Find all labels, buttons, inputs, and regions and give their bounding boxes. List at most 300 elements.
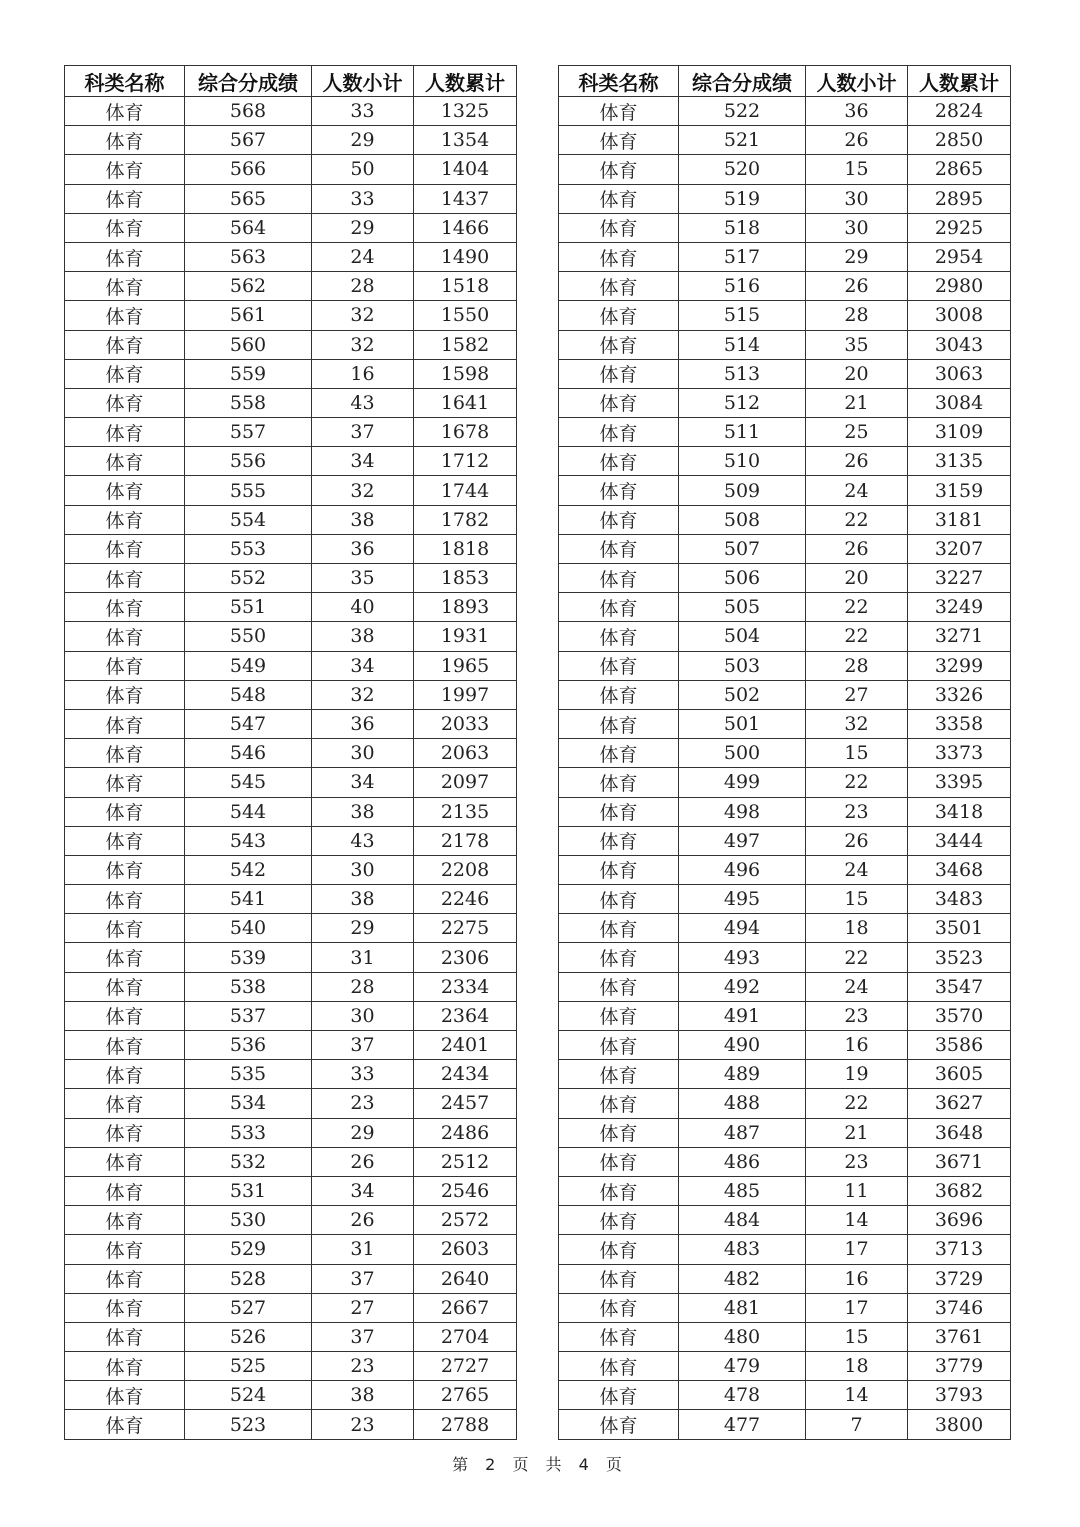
table-row bbox=[65, 1060, 517, 1089]
count-cell: 22 bbox=[806, 593, 908, 622]
score-cell: 478 bbox=[679, 1381, 806, 1410]
count-cell: 43 bbox=[312, 388, 414, 417]
count-cell: 29 bbox=[312, 213, 414, 242]
table-row bbox=[65, 768, 517, 797]
table-row bbox=[65, 242, 517, 271]
score-cell: 562 bbox=[185, 272, 312, 301]
table-row bbox=[559, 1118, 1011, 1147]
count-cell: 20 bbox=[806, 359, 908, 388]
score-cell: 505 bbox=[679, 593, 806, 622]
category-cell: 体育 bbox=[65, 1352, 185, 1381]
count-cell: 38 bbox=[312, 622, 414, 651]
category-cell: 体育 bbox=[65, 388, 185, 417]
cumulative-cell: 1744 bbox=[414, 476, 517, 505]
category-cell: 体育 bbox=[559, 855, 679, 884]
category-cell: 体育 bbox=[559, 1410, 679, 1439]
category-cell: 体育 bbox=[65, 972, 185, 1001]
score-cell: 498 bbox=[679, 797, 806, 826]
table-row bbox=[559, 1147, 1011, 1176]
table-row bbox=[559, 1410, 1011, 1439]
count-cell: 40 bbox=[312, 593, 414, 622]
cumulative-cell: 3761 bbox=[908, 1322, 1011, 1351]
table-row bbox=[65, 1235, 517, 1264]
category-cell: 体育 bbox=[65, 126, 185, 155]
count-cell: 28 bbox=[806, 301, 908, 330]
cumulative-cell: 2097 bbox=[414, 768, 517, 797]
count-cell: 23 bbox=[806, 1001, 908, 1030]
score-cell: 560 bbox=[185, 330, 312, 359]
count-cell: 11 bbox=[806, 1176, 908, 1205]
category-cell: 体育 bbox=[559, 680, 679, 709]
cumulative-cell: 3627 bbox=[908, 1089, 1011, 1118]
table-row bbox=[559, 885, 1011, 914]
count-cell: 38 bbox=[312, 1381, 414, 1410]
cumulative-cell: 2895 bbox=[908, 184, 1011, 213]
category-cell: 体育 bbox=[559, 1206, 679, 1235]
score-cell: 514 bbox=[679, 330, 806, 359]
cumulative-cell: 2850 bbox=[908, 126, 1011, 155]
cumulative-cell: 2275 bbox=[414, 914, 517, 943]
table-row bbox=[559, 564, 1011, 593]
category-cell: 体育 bbox=[65, 855, 185, 884]
count-cell: 30 bbox=[806, 184, 908, 213]
score-cell: 537 bbox=[185, 1001, 312, 1030]
category-cell: 体育 bbox=[559, 1031, 679, 1060]
category-cell: 体育 bbox=[559, 359, 679, 388]
category-cell: 体育 bbox=[65, 418, 185, 447]
table-row bbox=[559, 330, 1011, 359]
table-row bbox=[65, 359, 517, 388]
table-row bbox=[559, 1031, 1011, 1060]
score-cell: 483 bbox=[679, 1235, 806, 1264]
count-cell: 32 bbox=[806, 709, 908, 738]
score-table-right bbox=[558, 65, 1011, 1440]
cumulative-cell: 1641 bbox=[414, 388, 517, 417]
cumulative-cell: 3671 bbox=[908, 1147, 1011, 1176]
category-cell: 体育 bbox=[559, 505, 679, 534]
count-cell: 24 bbox=[806, 855, 908, 884]
count-cell: 20 bbox=[806, 564, 908, 593]
count-cell: 26 bbox=[806, 826, 908, 855]
category-cell: 体育 bbox=[559, 593, 679, 622]
table-row bbox=[559, 213, 1011, 242]
count-cell: 27 bbox=[312, 1293, 414, 1322]
category-cell: 体育 bbox=[65, 885, 185, 914]
header-cumulative: 人数累计 bbox=[414, 66, 517, 97]
category-cell: 体育 bbox=[65, 1118, 185, 1147]
cumulative-cell: 3713 bbox=[908, 1235, 1011, 1264]
cumulative-cell: 3648 bbox=[908, 1118, 1011, 1147]
cumulative-cell: 1712 bbox=[414, 447, 517, 476]
cumulative-cell: 3207 bbox=[908, 534, 1011, 563]
table-row bbox=[65, 1293, 517, 1322]
score-cell: 543 bbox=[185, 826, 312, 855]
table-row bbox=[65, 1322, 517, 1351]
cumulative-cell: 1893 bbox=[414, 593, 517, 622]
header-score: 综合分成绩 bbox=[185, 66, 312, 97]
category-cell: 体育 bbox=[559, 972, 679, 1001]
cumulative-cell: 3547 bbox=[908, 972, 1011, 1001]
cumulative-cell: 2135 bbox=[414, 797, 517, 826]
count-cell: 30 bbox=[312, 1001, 414, 1030]
cumulative-cell: 2457 bbox=[414, 1089, 517, 1118]
table-header-row bbox=[65, 66, 517, 97]
count-cell: 16 bbox=[806, 1264, 908, 1293]
count-cell: 22 bbox=[806, 622, 908, 651]
category-cell: 体育 bbox=[559, 97, 679, 126]
count-cell: 18 bbox=[806, 1352, 908, 1381]
cumulative-cell: 3084 bbox=[908, 388, 1011, 417]
count-cell: 24 bbox=[806, 972, 908, 1001]
page-footer: 第 2 页 共 4 页 bbox=[452, 1455, 628, 1474]
score-cell: 551 bbox=[185, 593, 312, 622]
cumulative-cell: 3605 bbox=[908, 1060, 1011, 1089]
score-cell: 566 bbox=[185, 155, 312, 184]
category-cell: 体育 bbox=[559, 272, 679, 301]
cumulative-cell: 3395 bbox=[908, 768, 1011, 797]
header-count: 人数小计 bbox=[312, 66, 414, 97]
score-cell: 528 bbox=[185, 1264, 312, 1293]
table-row bbox=[559, 505, 1011, 534]
count-cell: 29 bbox=[312, 126, 414, 155]
category-cell: 体育 bbox=[559, 1176, 679, 1205]
count-cell: 43 bbox=[312, 826, 414, 855]
count-cell: 37 bbox=[312, 1322, 414, 1351]
table-row bbox=[559, 709, 1011, 738]
score-cell: 538 bbox=[185, 972, 312, 1001]
count-cell: 29 bbox=[312, 1118, 414, 1147]
cumulative-cell: 3793 bbox=[908, 1381, 1011, 1410]
score-cell: 501 bbox=[679, 709, 806, 738]
score-cell: 480 bbox=[679, 1322, 806, 1351]
category-cell: 体育 bbox=[65, 739, 185, 768]
score-cell: 507 bbox=[679, 534, 806, 563]
header-count: 人数小计 bbox=[806, 66, 908, 97]
count-cell: 14 bbox=[806, 1381, 908, 1410]
score-cell: 482 bbox=[679, 1264, 806, 1293]
header-cumulative: 人数累计 bbox=[908, 66, 1011, 97]
score-cell: 489 bbox=[679, 1060, 806, 1089]
table-row bbox=[65, 593, 517, 622]
score-cell: 565 bbox=[185, 184, 312, 213]
category-cell: 体育 bbox=[559, 184, 679, 213]
category-cell: 体育 bbox=[65, 242, 185, 271]
category-cell: 体育 bbox=[559, 739, 679, 768]
cumulative-cell: 3326 bbox=[908, 680, 1011, 709]
table-row bbox=[559, 1176, 1011, 1205]
count-cell: 34 bbox=[312, 1176, 414, 1205]
table-row bbox=[65, 1118, 517, 1147]
count-cell: 30 bbox=[806, 213, 908, 242]
category-cell: 体育 bbox=[559, 622, 679, 651]
cumulative-cell: 2704 bbox=[414, 1322, 517, 1351]
score-cell: 506 bbox=[679, 564, 806, 593]
count-cell: 34 bbox=[312, 651, 414, 680]
cumulative-cell: 1490 bbox=[414, 242, 517, 271]
table-row bbox=[559, 1235, 1011, 1264]
count-cell: 32 bbox=[312, 476, 414, 505]
score-cell: 491 bbox=[679, 1001, 806, 1030]
score-cell: 563 bbox=[185, 242, 312, 271]
category-cell: 体育 bbox=[559, 213, 679, 242]
table-row bbox=[65, 330, 517, 359]
score-cell: 508 bbox=[679, 505, 806, 534]
category-cell: 体育 bbox=[559, 1264, 679, 1293]
table-row bbox=[559, 651, 1011, 680]
table-row bbox=[559, 826, 1011, 855]
cumulative-cell: 2765 bbox=[414, 1381, 517, 1410]
score-cell: 525 bbox=[185, 1352, 312, 1381]
score-cell: 500 bbox=[679, 739, 806, 768]
category-cell: 体育 bbox=[65, 1031, 185, 1060]
category-cell: 体育 bbox=[65, 1264, 185, 1293]
cumulative-cell: 3682 bbox=[908, 1176, 1011, 1205]
score-cell: 519 bbox=[679, 184, 806, 213]
score-cell: 495 bbox=[679, 885, 806, 914]
cumulative-cell: 3181 bbox=[908, 505, 1011, 534]
table-row bbox=[65, 680, 517, 709]
cumulative-cell: 2246 bbox=[414, 885, 517, 914]
score-cell: 510 bbox=[679, 447, 806, 476]
table-row bbox=[65, 855, 517, 884]
score-cell: 534 bbox=[185, 1089, 312, 1118]
count-cell: 15 bbox=[806, 885, 908, 914]
cumulative-cell: 3501 bbox=[908, 914, 1011, 943]
count-cell: 33 bbox=[312, 97, 414, 126]
score-cell: 533 bbox=[185, 1118, 312, 1147]
count-cell: 34 bbox=[312, 447, 414, 476]
cumulative-cell: 2667 bbox=[414, 1293, 517, 1322]
count-cell: 22 bbox=[806, 505, 908, 534]
category-cell: 体育 bbox=[559, 885, 679, 914]
cumulative-cell: 3008 bbox=[908, 301, 1011, 330]
cumulative-cell: 2727 bbox=[414, 1352, 517, 1381]
category-cell: 体育 bbox=[65, 184, 185, 213]
category-cell: 体育 bbox=[559, 1322, 679, 1351]
cumulative-cell: 1931 bbox=[414, 622, 517, 651]
count-cell: 29 bbox=[312, 914, 414, 943]
cumulative-cell: 3779 bbox=[908, 1352, 1011, 1381]
score-cell: 517 bbox=[679, 242, 806, 271]
count-cell: 28 bbox=[312, 272, 414, 301]
cumulative-cell: 3746 bbox=[908, 1293, 1011, 1322]
score-cell: 539 bbox=[185, 943, 312, 972]
cumulative-cell: 2486 bbox=[414, 1118, 517, 1147]
category-cell: 体育 bbox=[559, 242, 679, 271]
category-cell: 体育 bbox=[559, 768, 679, 797]
category-cell: 体育 bbox=[65, 1410, 185, 1439]
table-row bbox=[559, 1060, 1011, 1089]
table-row bbox=[65, 272, 517, 301]
score-cell: 522 bbox=[679, 97, 806, 126]
score-table-left bbox=[64, 65, 517, 1440]
table-row bbox=[65, 1031, 517, 1060]
count-cell: 36 bbox=[312, 534, 414, 563]
score-cell: 544 bbox=[185, 797, 312, 826]
cumulative-cell: 2401 bbox=[414, 1031, 517, 1060]
table-row bbox=[65, 797, 517, 826]
score-cell: 561 bbox=[185, 301, 312, 330]
table-row bbox=[559, 184, 1011, 213]
score-cell: 493 bbox=[679, 943, 806, 972]
category-cell: 体育 bbox=[559, 418, 679, 447]
table-row bbox=[559, 418, 1011, 447]
cumulative-cell: 1466 bbox=[414, 213, 517, 242]
category-cell: 体育 bbox=[559, 476, 679, 505]
cumulative-cell: 2572 bbox=[414, 1206, 517, 1235]
cumulative-cell: 3249 bbox=[908, 593, 1011, 622]
score-cell: 536 bbox=[185, 1031, 312, 1060]
table-row bbox=[559, 1089, 1011, 1118]
table-row bbox=[65, 739, 517, 768]
table-row bbox=[559, 797, 1011, 826]
score-cell: 531 bbox=[185, 1176, 312, 1205]
category-cell: 体育 bbox=[65, 1147, 185, 1176]
score-cell: 568 bbox=[185, 97, 312, 126]
category-cell: 体育 bbox=[65, 272, 185, 301]
cumulative-cell: 2640 bbox=[414, 1264, 517, 1293]
category-cell: 体育 bbox=[65, 1235, 185, 1264]
cumulative-cell: 3358 bbox=[908, 709, 1011, 738]
count-cell: 30 bbox=[312, 739, 414, 768]
count-cell: 27 bbox=[806, 680, 908, 709]
table-row bbox=[559, 272, 1011, 301]
count-cell: 26 bbox=[806, 272, 908, 301]
table-row bbox=[65, 1147, 517, 1176]
category-cell: 体育 bbox=[559, 126, 679, 155]
category-cell: 体育 bbox=[559, 155, 679, 184]
table-header-row bbox=[559, 66, 1011, 97]
table-row bbox=[65, 1410, 517, 1439]
score-cell: 530 bbox=[185, 1206, 312, 1235]
table-row bbox=[65, 476, 517, 505]
category-cell: 体育 bbox=[559, 534, 679, 563]
score-cell: 554 bbox=[185, 505, 312, 534]
table-row bbox=[65, 1176, 517, 1205]
table-row bbox=[65, 155, 517, 184]
cumulative-cell: 2434 bbox=[414, 1060, 517, 1089]
table-row bbox=[65, 447, 517, 476]
table-row bbox=[65, 126, 517, 155]
table-row bbox=[65, 213, 517, 242]
count-cell: 22 bbox=[806, 768, 908, 797]
table-row bbox=[559, 1381, 1011, 1410]
category-cell: 体育 bbox=[65, 213, 185, 242]
count-cell: 26 bbox=[806, 447, 908, 476]
score-cell: 513 bbox=[679, 359, 806, 388]
cumulative-cell: 2364 bbox=[414, 1001, 517, 1030]
score-cell: 486 bbox=[679, 1147, 806, 1176]
cumulative-cell: 1518 bbox=[414, 272, 517, 301]
score-cell: 520 bbox=[679, 155, 806, 184]
table-row bbox=[559, 739, 1011, 768]
category-cell: 体育 bbox=[559, 330, 679, 359]
score-cell: 487 bbox=[679, 1118, 806, 1147]
category-cell: 体育 bbox=[559, 1235, 679, 1264]
cumulative-cell: 3570 bbox=[908, 1001, 1011, 1030]
score-cell: 524 bbox=[185, 1381, 312, 1410]
cumulative-cell: 1818 bbox=[414, 534, 517, 563]
category-cell: 体育 bbox=[559, 564, 679, 593]
cumulative-cell: 2824 bbox=[908, 97, 1011, 126]
table-row bbox=[65, 1264, 517, 1293]
count-cell: 21 bbox=[806, 388, 908, 417]
count-cell: 26 bbox=[806, 534, 908, 563]
cumulative-cell: 3444 bbox=[908, 826, 1011, 855]
cumulative-cell: 3418 bbox=[908, 797, 1011, 826]
cumulative-cell: 1853 bbox=[414, 564, 517, 593]
score-cell: 488 bbox=[679, 1089, 806, 1118]
cumulative-cell: 3729 bbox=[908, 1264, 1011, 1293]
category-cell: 体育 bbox=[559, 301, 679, 330]
table-row bbox=[65, 418, 517, 447]
table-row bbox=[65, 972, 517, 1001]
header-score: 综合分成绩 bbox=[679, 66, 806, 97]
table-row bbox=[559, 534, 1011, 563]
category-cell: 体育 bbox=[559, 943, 679, 972]
table-row bbox=[559, 943, 1011, 972]
category-cell: 体育 bbox=[65, 476, 185, 505]
table-row bbox=[559, 97, 1011, 126]
score-cell: 477 bbox=[679, 1410, 806, 1439]
count-cell: 28 bbox=[806, 651, 908, 680]
category-cell: 体育 bbox=[559, 1060, 679, 1089]
count-cell: 23 bbox=[312, 1410, 414, 1439]
category-cell: 体育 bbox=[65, 914, 185, 943]
cumulative-cell: 1354 bbox=[414, 126, 517, 155]
table-row bbox=[65, 534, 517, 563]
cumulative-cell: 3109 bbox=[908, 418, 1011, 447]
category-cell: 体育 bbox=[559, 709, 679, 738]
cumulative-cell: 3159 bbox=[908, 476, 1011, 505]
count-cell: 32 bbox=[312, 680, 414, 709]
count-cell: 22 bbox=[806, 943, 908, 972]
table-row bbox=[559, 1206, 1011, 1235]
table-row bbox=[65, 97, 517, 126]
count-cell: 21 bbox=[806, 1118, 908, 1147]
count-cell: 15 bbox=[806, 1322, 908, 1351]
category-cell: 体育 bbox=[559, 1118, 679, 1147]
category-cell: 体育 bbox=[65, 943, 185, 972]
cumulative-cell: 1437 bbox=[414, 184, 517, 213]
score-cell: 556 bbox=[185, 447, 312, 476]
table-body-left bbox=[65, 97, 517, 1440]
score-cell: 547 bbox=[185, 709, 312, 738]
table-row bbox=[559, 242, 1011, 271]
score-cell: 550 bbox=[185, 622, 312, 651]
cumulative-cell: 2334 bbox=[414, 972, 517, 1001]
score-cell: 523 bbox=[185, 1410, 312, 1439]
count-cell: 37 bbox=[312, 1031, 414, 1060]
table-row bbox=[65, 388, 517, 417]
score-cell: 494 bbox=[679, 914, 806, 943]
table-row bbox=[65, 1089, 517, 1118]
table-row bbox=[65, 1352, 517, 1381]
table-row bbox=[65, 184, 517, 213]
cumulative-cell: 3696 bbox=[908, 1206, 1011, 1235]
cumulative-cell: 1582 bbox=[414, 330, 517, 359]
cumulative-cell: 3373 bbox=[908, 739, 1011, 768]
cumulative-cell: 3063 bbox=[908, 359, 1011, 388]
table-row bbox=[559, 155, 1011, 184]
category-cell: 体育 bbox=[65, 593, 185, 622]
score-cell: 564 bbox=[185, 213, 312, 242]
table-row bbox=[559, 301, 1011, 330]
cumulative-cell: 2788 bbox=[414, 1410, 517, 1439]
table-row bbox=[65, 1381, 517, 1410]
category-cell: 体育 bbox=[559, 914, 679, 943]
score-cell: 484 bbox=[679, 1206, 806, 1235]
